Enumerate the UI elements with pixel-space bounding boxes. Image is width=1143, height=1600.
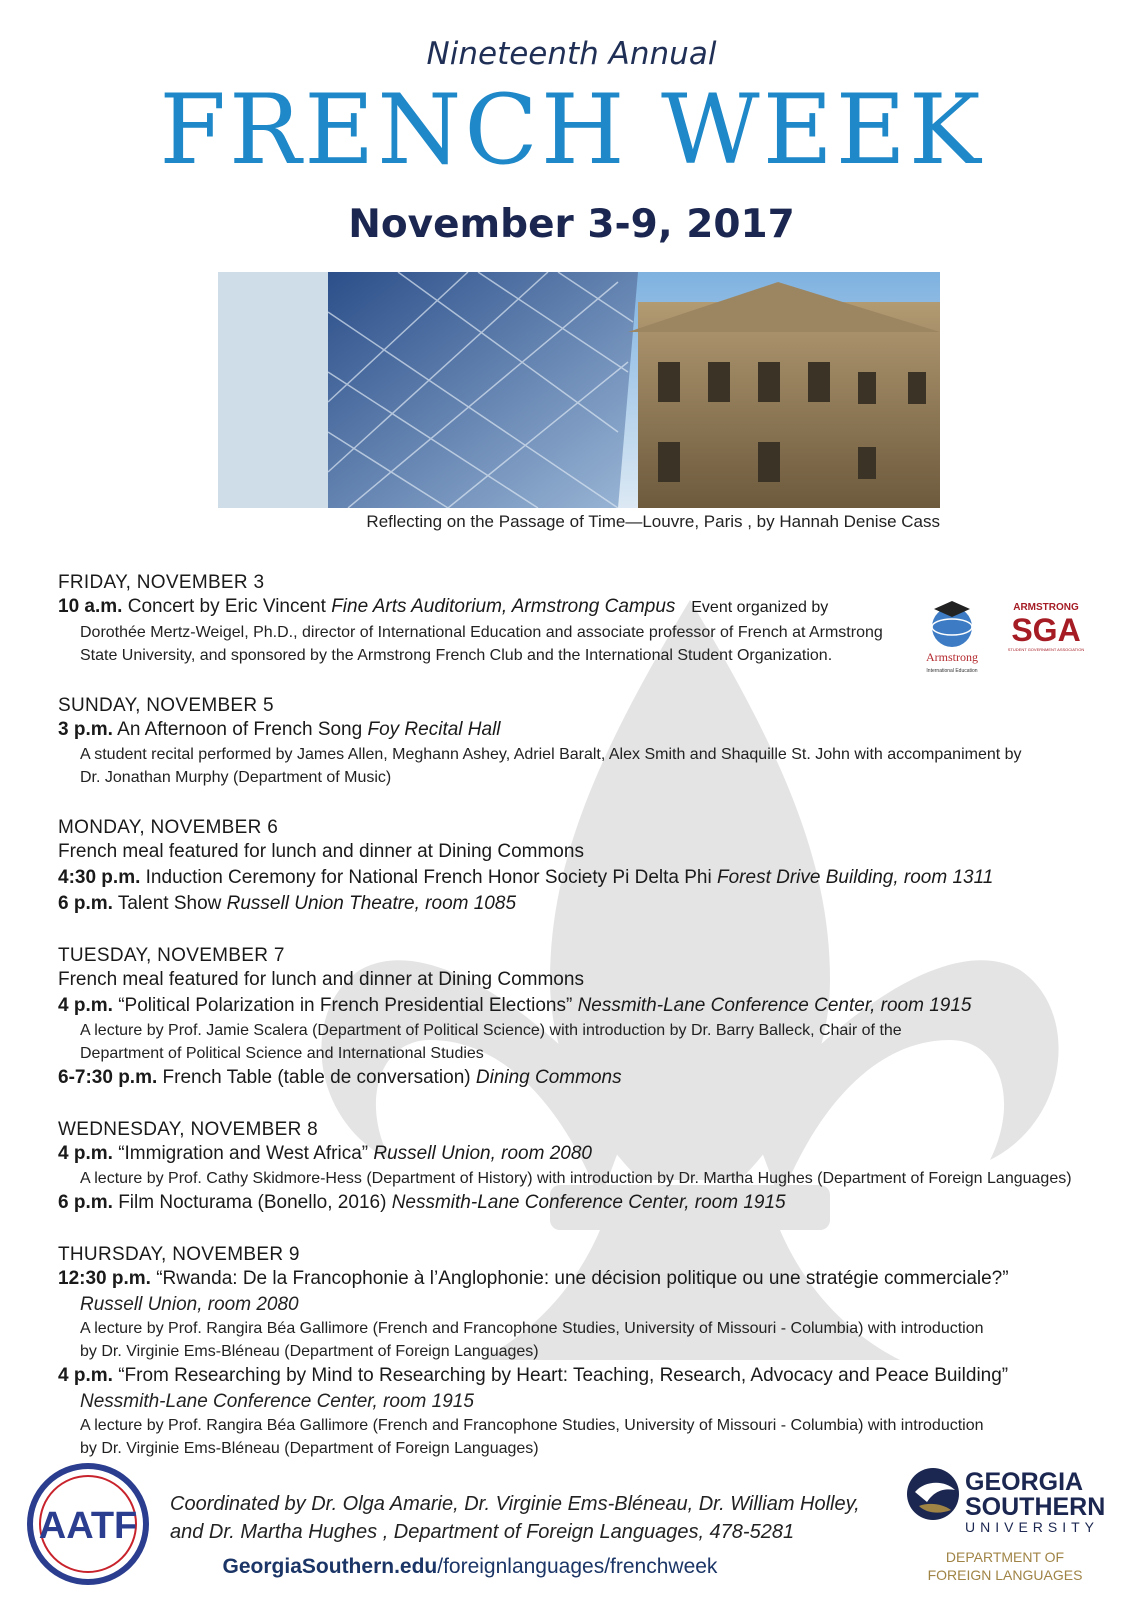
meal-note: French meal featured for lunch and dinner at Dining Commons: [58, 969, 584, 990]
event-title: “Political Polarization in French Presidential Elections”: [118, 995, 573, 1016]
louvre-photo: [218, 272, 940, 508]
dept-line-1: DEPARTMENT OF: [945, 1549, 1065, 1565]
coordinators-line-2: and Dr. Martha Hughes , Department of Foreign Languages, 478-5281: [170, 1521, 795, 1543]
event-detail: A lecture by Prof. Rangira Béa Gallimore (French and Francophone Studies, University of Missouri - Columbia) with introduction: [80, 1417, 984, 1434]
event-detail: Department of Political Science and International Studies: [80, 1045, 484, 1062]
event-title: “From Researching by Mind to Researching by Heart: Teaching, Research, Advocacy and Peace Building”: [118, 1365, 1009, 1386]
event-venue: Forest Drive Building, room 1311: [717, 867, 994, 888]
day-heading: SUNDAY, NOVEMBER 5: [58, 695, 274, 716]
event-time: 6-7:30 p.m.: [58, 1067, 158, 1088]
event-kicker: Nineteenth Annual: [426, 36, 717, 72]
day-tuesday: [58, 945, 1118, 1091]
event-line: [58, 993, 1118, 1019]
event-time: 12:30 p.m.: [58, 1268, 151, 1289]
aatf-logo: [26, 1462, 150, 1586]
sponsor-logos: [920, 595, 1090, 675]
event-title: French Table (table de conversation): [162, 1067, 471, 1088]
event-line: [58, 1363, 1118, 1389]
armstrong-sga-logos: [920, 595, 1090, 675]
day-heading: FRIDAY, NOVEMBER 3: [58, 572, 265, 593]
gsu-name-line-1: GEORGIA: [965, 1468, 1084, 1496]
event-time: 6 p.m.: [58, 1192, 113, 1213]
day-monday: [58, 817, 1118, 917]
event-detail: A lecture by Prof. Jamie Scalera (Department of Political Science) with introduction by Dr. Barry Balleck, Chair of the: [80, 1022, 902, 1039]
georgia-southern-logo: [905, 1462, 1125, 1592]
event-venue: Russell Union Theatre, room 1085: [226, 893, 517, 914]
event-time: 4 p.m.: [58, 1365, 113, 1386]
dept-line-2: FOREIGN LANGUAGES: [927, 1567, 1083, 1583]
event-detail: Dorothée Mertz-Weigel, Ph.D., director of International Education and associate professor of French at Armstrong: [80, 624, 883, 641]
event-organizer-label: Event organized by: [691, 599, 829, 616]
event-detail: A student recital performed by James Allen, Meghann Ashey, Adriel Baralt, Alex Smith and Shaquille St. John with accompaniment by: [80, 746, 1022, 763]
event-venue: Russell Union, room 2080: [373, 1143, 592, 1164]
event-line: [58, 1190, 1118, 1216]
event-title: Talent Show: [117, 893, 222, 914]
schedule: [58, 572, 1118, 1460]
event-time: 3 p.m.: [58, 719, 113, 740]
coordinators: [170, 1490, 910, 1546]
event-detail: A lecture by Prof. Cathy Skidmore-Hess (Department of History) with introduction by Dr. Martha Hughes (Department of Foreign Languages): [80, 1170, 1072, 1187]
day-heading: TUESDAY, NOVEMBER 7: [58, 945, 285, 966]
event-time: 10 a.m.: [58, 596, 123, 617]
event-title: Induction Ceremony for National French Honor Society Pi Delta Phi: [145, 867, 712, 888]
event-venue: Dining Commons: [475, 1067, 622, 1088]
url-domain: GeorgiaSouthern.edu: [222, 1555, 438, 1578]
url-path: /foreignlanguages/frenchweek: [437, 1555, 718, 1578]
event-venue: Nessmith-Lane Conference Center, room 1915: [80, 1391, 474, 1412]
event-url-link[interactable]: [170, 1555, 770, 1579]
event-venue: Foy Recital Hall: [367, 719, 501, 740]
gsu-name-line-2: SOUTHERN: [965, 1493, 1106, 1521]
photo-caption: Reflecting on the Passage of Time—Louvre, Paris , by Hannah Denise Cass: [366, 512, 940, 531]
event-venue: Nessmith-Lane Conference Center, room 1915: [391, 1192, 786, 1213]
event-time: 4 p.m.: [58, 995, 113, 1016]
sga-logo-text: SGA: [1011, 612, 1081, 648]
coordinators-line-1: Coordinated by Dr. Olga Amarie, Dr. Virginie Ems-Bléneau, Dr. William Holley,: [170, 1493, 860, 1515]
event-title: “Immigration and West Africa”: [118, 1143, 369, 1164]
sga-logo-top: ARMSTRONG: [1013, 602, 1079, 613]
day-thursday: [58, 1244, 1118, 1460]
armstrong-logo-subtext: International Education: [926, 668, 978, 674]
event-line: [58, 1266, 1118, 1292]
event-line: [58, 1065, 1118, 1091]
event-title: Concert by Eric Vincent: [127, 596, 326, 617]
event-dates: November 3-9, 2017: [348, 202, 795, 247]
armstrong-logo-text: Armstrong: [926, 650, 978, 664]
gsu-name-line-3: UNIVERSITY: [965, 1519, 1100, 1535]
sga-logo-subtext: STUDENT GOVERNMENT ASSOCIATION: [1007, 647, 1085, 652]
event-time: 4:30 p.m.: [58, 867, 141, 888]
event-venue: Nessmith-Lane Conference Center, room 1915: [577, 995, 972, 1016]
event-venue: Russell Union, room 2080: [80, 1294, 299, 1315]
day-sunday: [58, 695, 1118, 789]
event-line: [58, 865, 1118, 891]
meal-note: French meal featured for lunch and dinner at Dining Commons: [58, 841, 584, 862]
event-title: FRENCH WEEK: [159, 74, 984, 186]
event-title: An Afternoon of French Song: [117, 719, 363, 740]
day-heading: MONDAY, NOVEMBER 6: [58, 817, 279, 838]
day-heading: THURSDAY, NOVEMBER 9: [58, 1244, 300, 1265]
event-detail: by Dr. Virginie Ems-Bléneau (Department of Foreign Languages): [80, 1440, 539, 1457]
aatf-logo-text: AATF: [38, 1505, 138, 1547]
event-line: [58, 717, 1118, 743]
event-time: 6 p.m.: [58, 893, 113, 914]
event-time: 4 p.m.: [58, 1143, 113, 1164]
event-detail: by Dr. Virginie Ems-Bléneau (Department of Foreign Languages): [80, 1343, 539, 1360]
event-detail: State University, and sponsored by the Armstrong French Club and the International Student Organization.: [80, 647, 833, 664]
event-title: “Rwanda: De la Francophonie à l’Anglophonie: une décision politique ou une stratégie commerciale?”: [156, 1268, 1009, 1289]
event-detail: A lecture by Prof. Rangira Béa Gallimore (French and Francophone Studies, University of Missouri - Columbia) with introduction: [80, 1320, 984, 1337]
day-heading: WEDNESDAY, NOVEMBER 8: [58, 1119, 319, 1140]
event-venue: Fine Arts Auditorium, Armstrong Campus: [331, 596, 676, 617]
event-line: [58, 891, 1118, 917]
event-line: [58, 1141, 1118, 1167]
day-wednesday: [58, 1119, 1118, 1216]
event-detail: Dr. Jonathan Murphy (Department of Music): [80, 769, 392, 786]
event-title: Film Nocturama (Bonello, 2016): [118, 1192, 387, 1213]
